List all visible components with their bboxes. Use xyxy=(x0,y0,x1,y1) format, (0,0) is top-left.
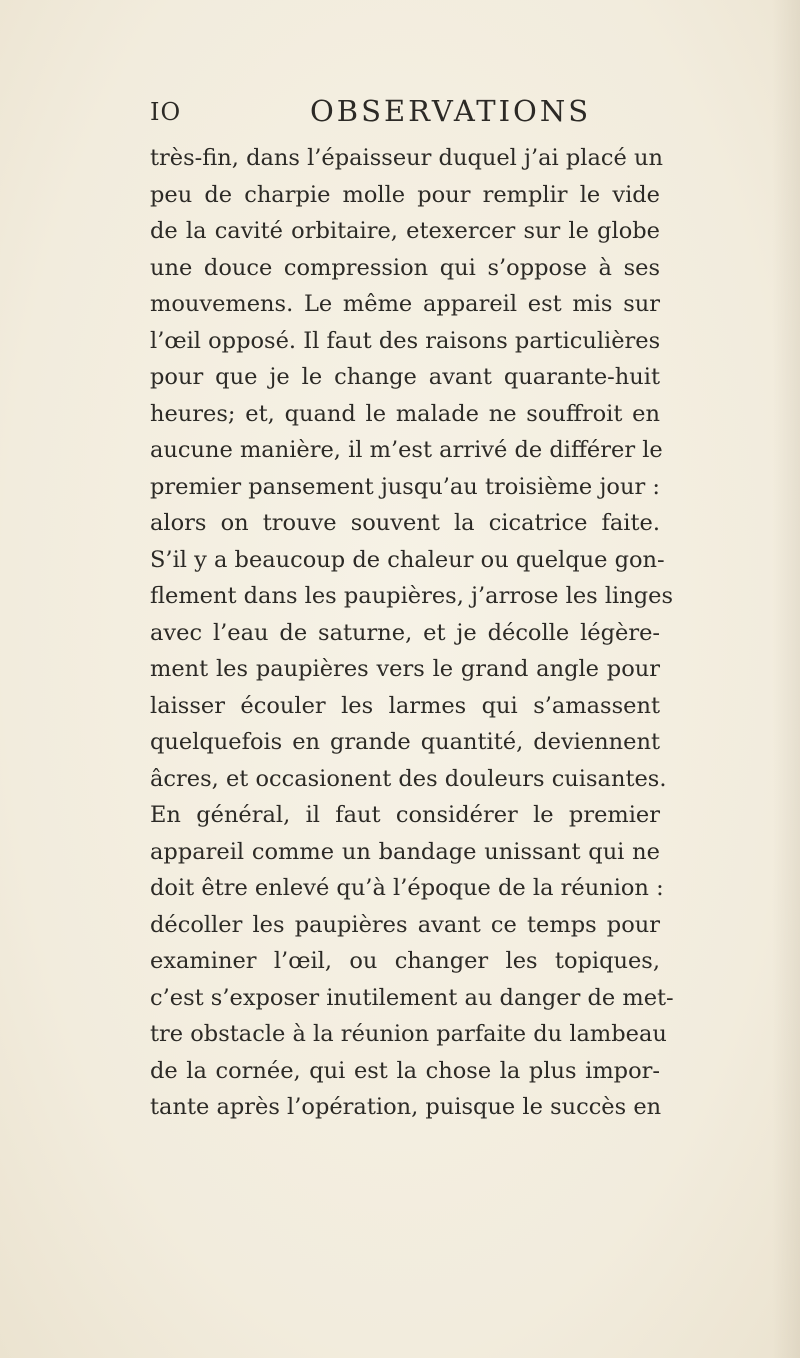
text-line: tante après l’opération, puisque le succès en xyxy=(150,1094,662,1120)
text-line: doit être enlevé qu’à l’époque de la réunion : xyxy=(150,875,664,901)
running-head xyxy=(150,94,660,134)
text-line: appareil comme un bandage unissant qui ne xyxy=(150,838,660,865)
text-line: de la cornée, qui est la chose la plus impor- xyxy=(150,1057,660,1084)
text-line: très-fin, dans l’épaisseur duquel j’ai placé un xyxy=(150,145,663,171)
text-line: peu de charpie molle pour remplir le vide xyxy=(150,181,660,208)
text-line: premier pansement jusqu’au troisième jour : xyxy=(150,473,660,500)
text-line: de la cavité orbitaire, etexercer sur le globe xyxy=(150,218,660,244)
page-number: IO xyxy=(150,98,182,126)
text-line: examiner l’œil, ou changer les topiques, xyxy=(150,948,660,974)
text-line: décoller les paupières avant ce temps pour xyxy=(150,911,660,938)
running-title: OBSERVATIONS xyxy=(310,94,592,128)
text-line: quelquefois en grande quantité, deviennent xyxy=(150,729,660,755)
text-line: heures; et, quand le malade ne souffroit en xyxy=(150,400,660,427)
page-edge-shadow xyxy=(772,0,800,1358)
text-line: l’œil opposé. Il faut des raisons particulières xyxy=(150,327,661,354)
text-line: aucune manière, il m’est arrivé de différer le xyxy=(150,437,663,463)
text-line: avec l’eau de saturne, et je décolle légère- xyxy=(150,619,660,646)
text-line: âcres, et occasionent des douleurs cuisantes. xyxy=(150,765,667,792)
text-line: pour que je le change avant quarante-huit xyxy=(150,364,660,390)
text-line: En général, il faut considérer le premier xyxy=(150,802,660,828)
text-line: c’est s’exposer inutilement au danger de met- xyxy=(150,984,674,1011)
text-line: ment les paupières vers le grand angle pour xyxy=(150,656,660,682)
text-line: S’il y a beaucoup de chaleur ou quelque gon- xyxy=(150,546,665,573)
body-text xyxy=(150,140,674,1126)
text-line: flement dans les paupières, j’arrose les linges xyxy=(150,583,673,609)
text-line: laisser écouler les larmes qui s’amassent xyxy=(150,692,660,719)
text-line: une douce compression qui s’oppose à ses xyxy=(150,254,660,281)
text-line: tre obstacle à la réunion parfaite du lambeau xyxy=(150,1021,667,1047)
text-line: mouvemens. Le même appareil est mis sur xyxy=(150,291,660,317)
text-line: alors on trouve souvent la cicatrice faite. xyxy=(150,510,660,536)
